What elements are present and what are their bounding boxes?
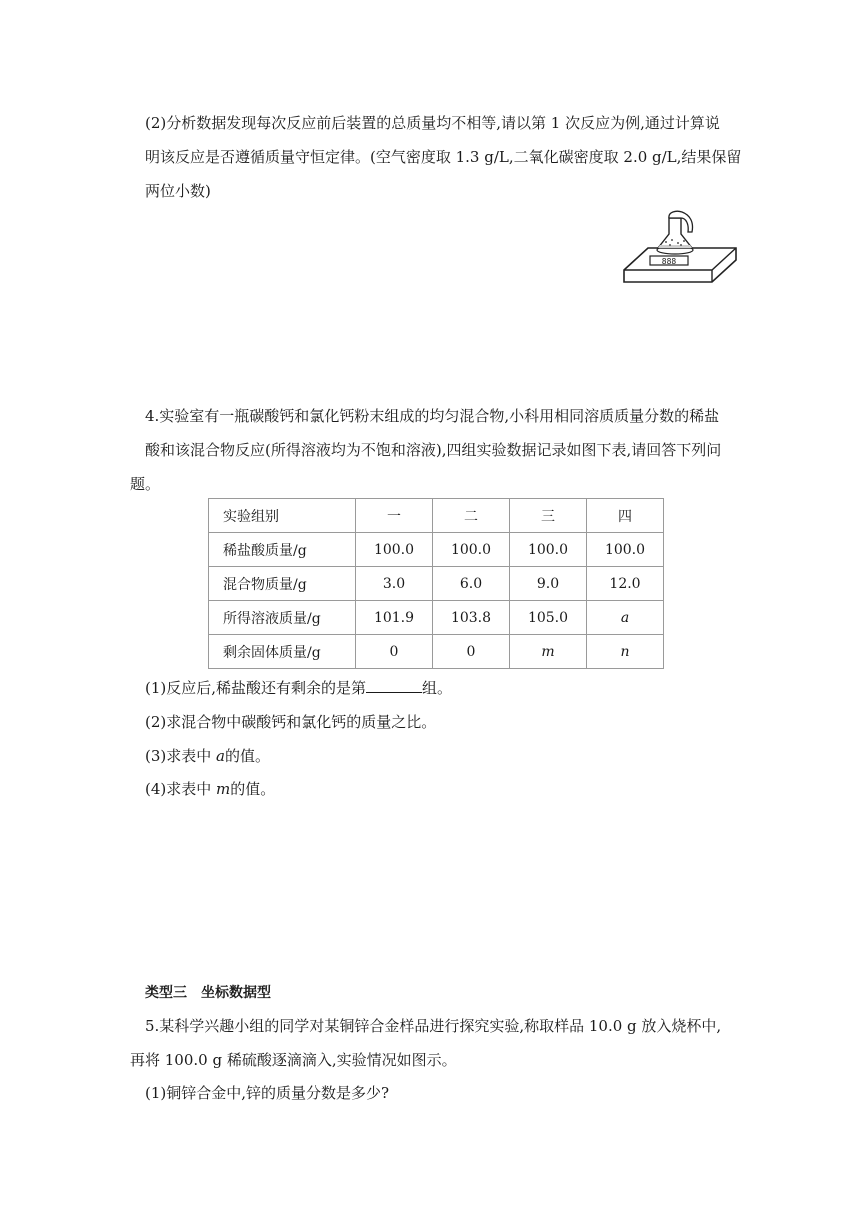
section-title: 类型三 坐标数据型 xyxy=(145,985,271,1001)
table-header-cell: 实验组别 xyxy=(209,499,356,533)
q4-line3: 题。 xyxy=(130,475,161,493)
table-cell: 12.0 xyxy=(587,567,664,601)
table-cell: 100.0 xyxy=(433,533,510,567)
table-cell: 101.9 xyxy=(356,601,433,635)
table-cell-variable: m xyxy=(510,635,587,669)
table-cell: 6.0 xyxy=(433,567,510,601)
table-cell-variable: a xyxy=(587,601,664,635)
q4-line2: 酸和该混合物反应(所得溶液均为不饱和溶液),四组实验数据记录如图下表,请回答下列问 xyxy=(145,441,722,459)
q4-sub4-text: (4)求表中 xyxy=(145,780,217,798)
q4-line1: 4.实验室有一瓶碳酸钙和氯化钙粉末组成的均匀混合物,小科用相同溶质质量分数的稀盐 xyxy=(145,407,720,425)
table-cell: 100.0 xyxy=(510,533,587,567)
table-header-cell: 一 xyxy=(356,499,433,533)
balance-display: 888 xyxy=(661,257,677,266)
q5-sub1: (1)铜锌合金中,锌的质量分数是多少? xyxy=(145,1084,390,1102)
table-cell: 9.0 xyxy=(510,567,587,601)
q3-part2-line2: 明该反应是否遵循质量守恒定律。(空气密度取 1.3 g/L,二氧化碳密度取 2.0 g/L,结果保留 xyxy=(145,148,742,166)
table-cell: 0 xyxy=(356,635,433,669)
experiment-data-table xyxy=(208,498,664,669)
q4-sub1-suffix: 组。 xyxy=(422,679,453,697)
table-header-cell: 二 xyxy=(433,499,510,533)
table-cell: 100.0 xyxy=(356,533,433,567)
table-cell: 0 xyxy=(433,635,510,669)
q4-sub3-text: (3)求表中 xyxy=(145,747,217,765)
q4-sub1 xyxy=(145,678,452,698)
table-header-row xyxy=(209,499,664,533)
table-cell: 3.0 xyxy=(356,567,433,601)
table-cell: 103.8 xyxy=(433,601,510,635)
table-cell: 所得溶液质量/g xyxy=(209,601,356,635)
table-cell: 105.0 xyxy=(510,601,587,635)
q4-sub2: (2)求混合物中碳酸钙和氯化钙的质量之比。 xyxy=(145,713,437,731)
table-cell: 100.0 xyxy=(587,533,664,567)
table-row xyxy=(209,567,664,601)
q3-part2-line3: 两位小数) xyxy=(145,182,211,200)
q4-sub3 xyxy=(145,746,270,766)
table-cell: 稀盐酸质量/g xyxy=(209,533,356,567)
q3-part2-line1: (2)分析数据发现每次反应前后装置的总质量均不相等,请以第 1 次反应为例,通过计算说 xyxy=(145,114,720,132)
electronic-balance-icon xyxy=(620,210,740,292)
q5-line1: 5.某科学兴趣小组的同学对某铜锌合金样品进行探究实验,称取样品 10.0 g 放入烧杯中, xyxy=(145,1017,722,1035)
answer-blank xyxy=(366,678,422,693)
table-cell: 混合物质量/g xyxy=(209,567,356,601)
table-row xyxy=(209,635,664,669)
table-cell: 剩余固体质量/g xyxy=(209,635,356,669)
q4-sub3-variable: a xyxy=(216,747,225,765)
table-header-cell: 三 xyxy=(510,499,587,533)
q4-sub3-suffix: 的值。 xyxy=(224,747,270,765)
q4-sub4 xyxy=(145,779,275,799)
q4-sub4-suffix: 的值。 xyxy=(230,780,276,798)
balance-figure xyxy=(620,210,740,296)
q4-sub1-text: (1)反应后,稀盐酸还有剩余的是第 xyxy=(145,679,367,697)
table-row xyxy=(209,533,664,567)
q4-sub4-variable: m xyxy=(216,780,231,798)
q5-line2: 再将 100.0 g 稀硫酸逐滴滴入,实验情况如图示。 xyxy=(130,1051,457,1069)
table-cell-variable: n xyxy=(587,635,664,669)
table-header-cell: 四 xyxy=(587,499,664,533)
table-row xyxy=(209,601,664,635)
